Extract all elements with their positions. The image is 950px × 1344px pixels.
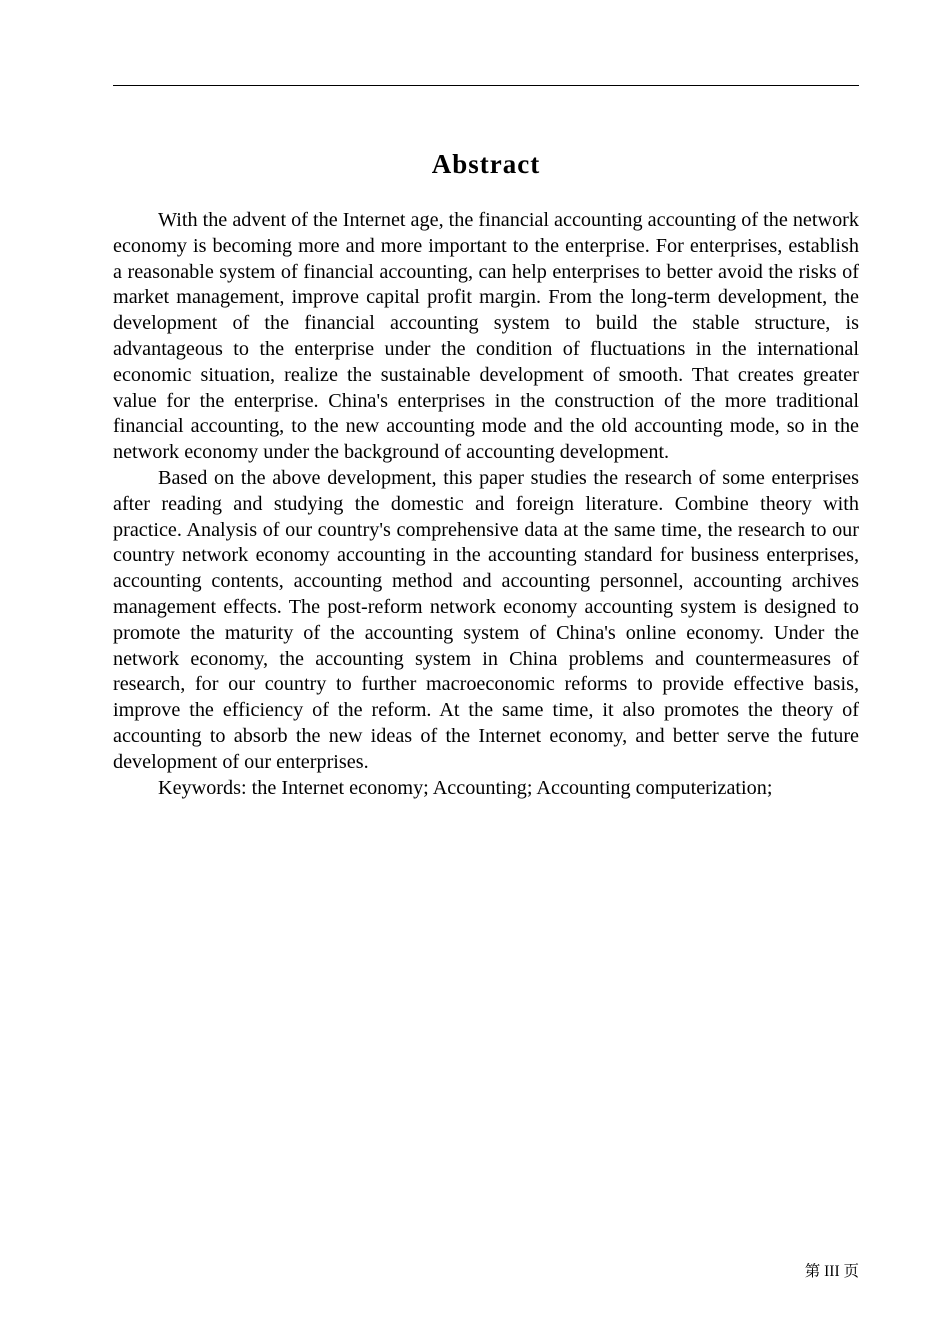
keywords-line: Keywords: the Internet economy; Accounting; Accounting computerization; (158, 776, 773, 799)
abstract-paragraph-1: With the advent of the Internet age, the financial accounting accounting of the network economy is becoming more and more important to the enterprise. For enterprises, establish a reasonable system of financial accounting, can help enterprises to better avoid the risks of market management, improve capital profit margin. From the long-term development, the development of the financial accounting system to build the stable structure, is advantageous to the enterprise under the condition of fluctuations in the international economic situation, realize the sustainable development of smooth. That creates greater value for the enterprise. China's enterprises in the construction of the more traditional financial accounting, to the new accounting mode and the old accounting mode, so in the network economy under the background of accounting development. (113, 209, 859, 464)
header-rule (113, 85, 859, 86)
abstract-paragraph-2: Based on the above development, this paper studies the research of some enterprises after reading and studying the domestic and foreign literature. Combine theory with practice. Analysis of our country's comprehensive data at the same time, the research to our country network economy accounting in the accounting standard for business enterprises, accounting contents, accounting method and accounting personnel, accounting archives management effects. The post-reform network economy accounting system is designed to promote the maturity of the accounting system of China's online economy. Under the network economy, the accounting system in China problems and countermeasures of research, for our country to further macroeconomic reforms to provide effective basis, improve the efficiency of the reform. At the same time, it also promotes the theory of accounting to absorb the new ideas of the Internet economy, and better serve the future development of our enterprises. (113, 466, 859, 773)
abstract-title: Abstract (431, 149, 541, 179)
abstract-body (113, 208, 859, 801)
page-number: 第 III 页 (804, 1263, 859, 1280)
